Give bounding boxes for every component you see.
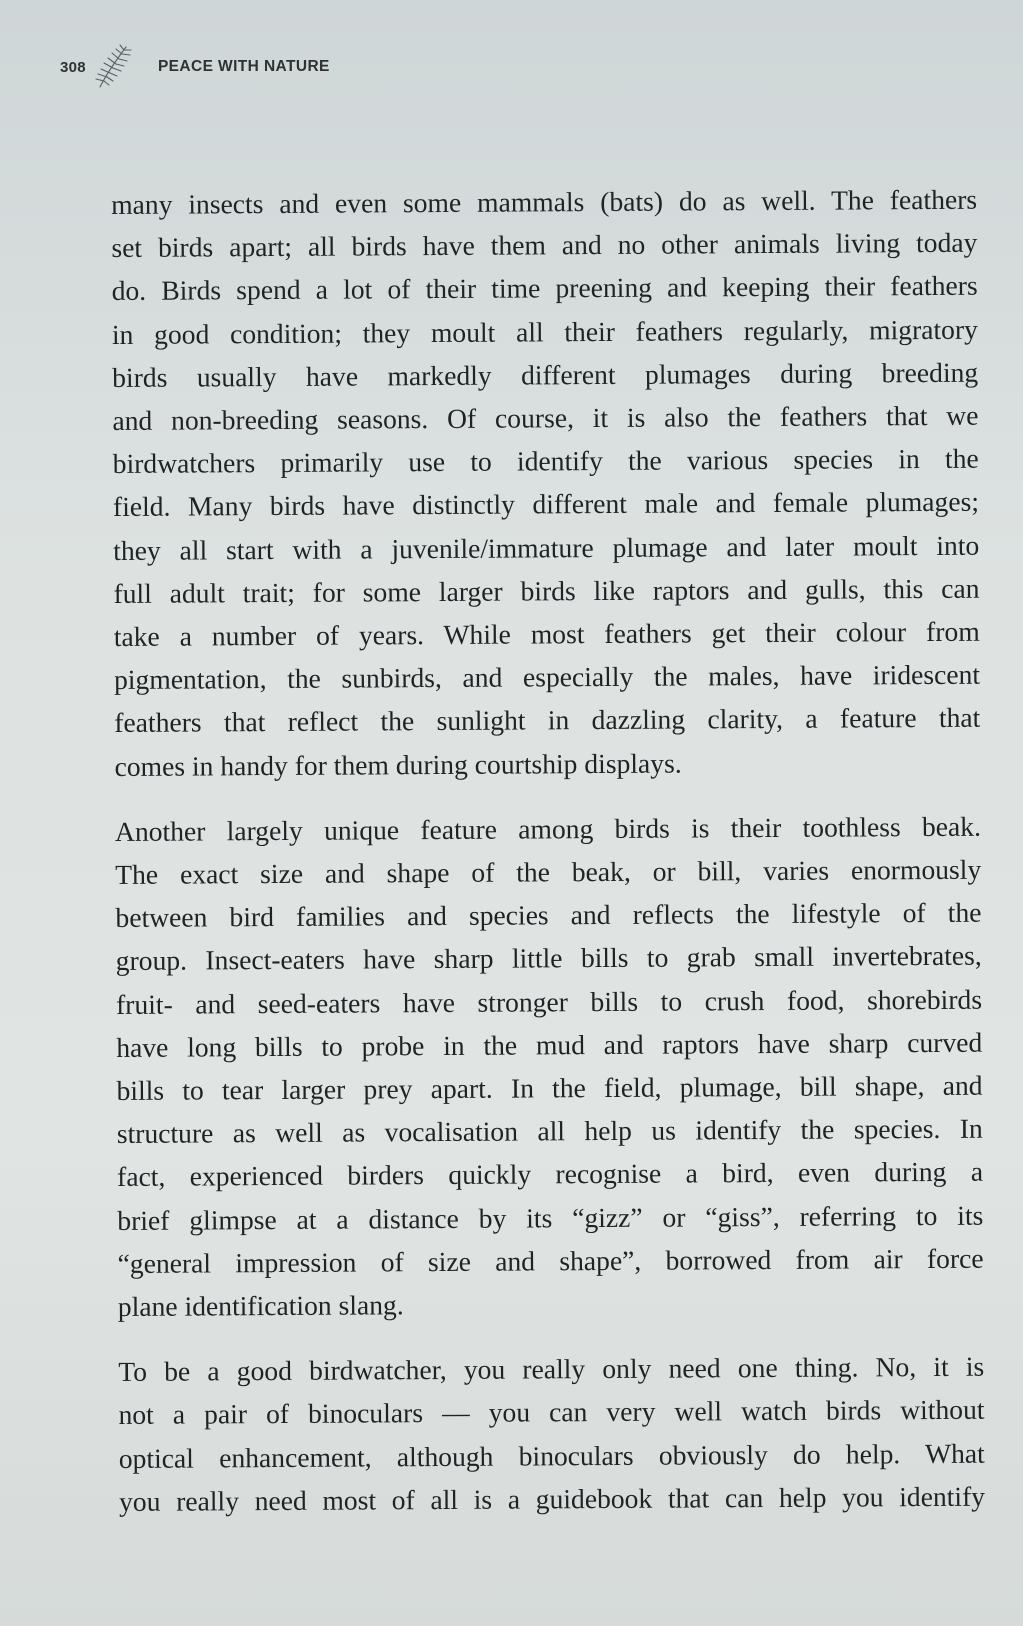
running-title: PEACE WITH NATURE [157, 58, 330, 75]
paragraph-3 [118, 1345, 985, 1523]
page-number: 308 [60, 58, 86, 76]
running-head [60, 52, 330, 82]
text-line: full adult trait; for some larger birds like raptors and gulls, this can [113, 572, 980, 609]
text-line: fact, experienced birders quickly recognise a bird, even during a [116, 1156, 984, 1193]
text-line: do. Birds spend a lot of their time preening and keeping their feathers [111, 270, 978, 307]
text-line: they all start with a juvenile/immature plumage and later moult into [113, 529, 980, 566]
text-line: birds usually have markedly different plumages during breeding [112, 356, 979, 393]
text-line: fruit- and seed-eaters have stronger bills to crush food, shorebirds [115, 983, 983, 1020]
text-line: take a number of years. While most feathers get their colour from [113, 615, 980, 653]
text-line: optical enhancement, although binoculars obviously do help. What [118, 1437, 985, 1474]
text-line: birdwatchers primarily use to identify the various species in the [112, 442, 979, 480]
text-line: have long bills to probe in the mud and raptors have sharp curved [116, 1026, 983, 1063]
paragraph-1 [111, 178, 981, 788]
text-line: Another largely unique feature among birds is their toothless beak. [114, 810, 982, 847]
text-line: feathers that reflect the sunlight in dazzling clarity, a feature that [114, 702, 981, 739]
text-line: field. Many birds have distinctly different male and female plumages; [112, 486, 980, 523]
text-line: not a pair of binoculars — you can very well watch birds without [118, 1394, 985, 1431]
text-line: set birds apart; all birds have them and no other animals living today [111, 226, 978, 264]
text-line: brief glimpse at a distance by its “gizz” or “giss”, referring to its [117, 1199, 984, 1236]
text-line: plane identification slang. [117, 1289, 404, 1323]
text-line: in good condition; they moult all their feathers regularly, migratory [111, 313, 979, 350]
body-text [111, 178, 985, 1545]
text-line: group. Insect-eaters have sharp little bills to grab small invertebrates, [115, 940, 982, 977]
fern-icon [92, 41, 136, 89]
text-line: pigmentation, the sunbirds, and especially the males, have iridescent [113, 658, 981, 696]
text-line: comes in handy for them during courtship displays. [114, 747, 682, 782]
text-line: and non-breeding seasons. Of course, it is also the feathers that we [112, 399, 979, 437]
text-line: structure as well as vocalisation all help us identify the species. In [116, 1112, 983, 1150]
text-line: between bird families and species and reflects the lifestyle of the [115, 896, 982, 934]
text-line: bills to tear larger prey apart. In the field, plumage, bill shape, and [116, 1069, 983, 1107]
text-line: many insects and even some mammals (bats) do as well. The feathers [111, 183, 978, 220]
text-line: “general impression of size and shape”, borrowed from air force [117, 1242, 984, 1279]
text-line: The exact size and shape of the beak, or bill, varies enormously [115, 853, 982, 891]
text-line: To be a good birdwatcher, you really only need one thing. No, it is [118, 1350, 985, 1388]
text-line: you really need most of all is a guidebook that can help you identify [118, 1480, 986, 1517]
paragraph-2 [115, 805, 984, 1329]
